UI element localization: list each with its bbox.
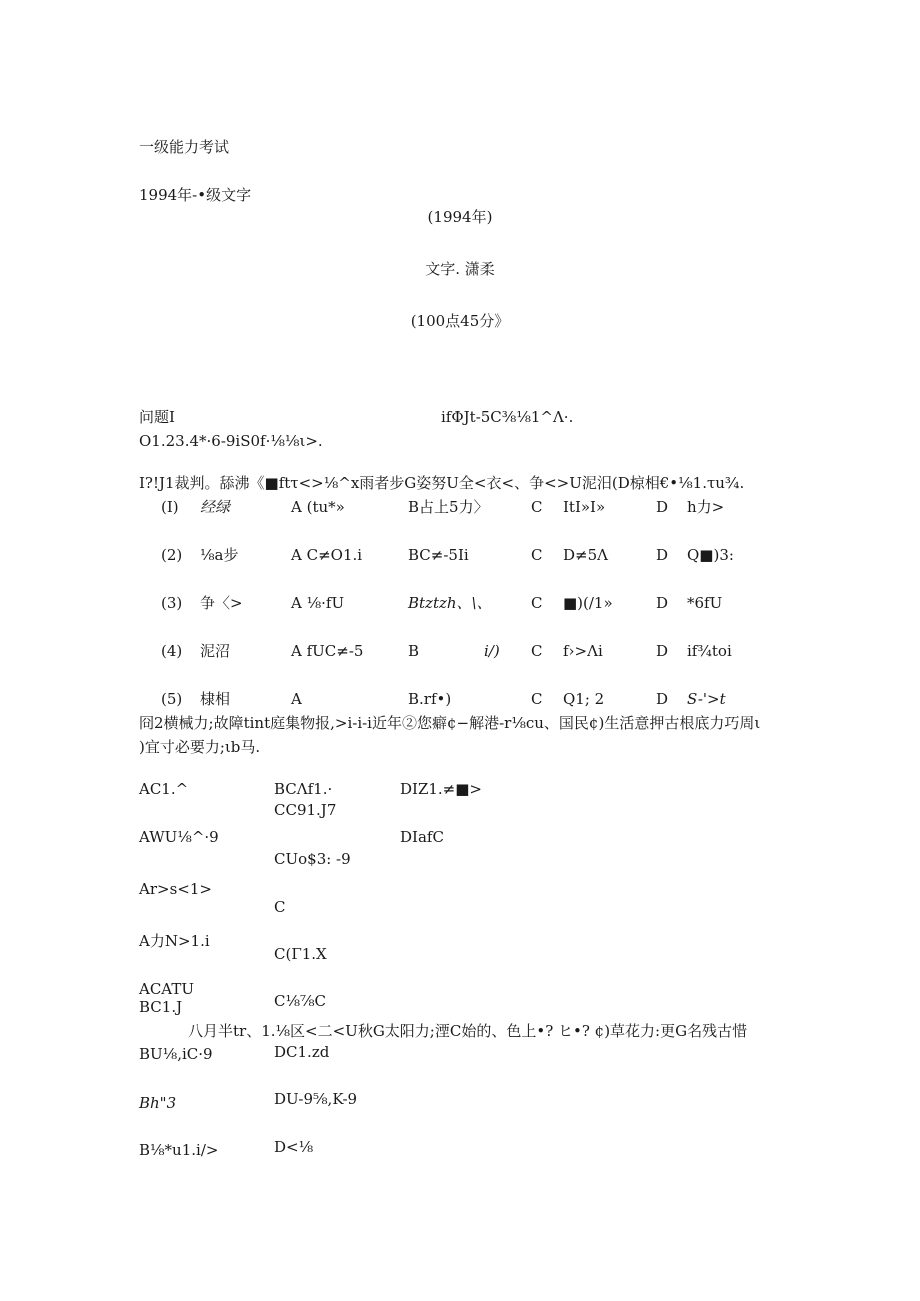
option-c-label: C xyxy=(531,642,543,660)
option-d: S-'>t xyxy=(687,690,726,708)
option-c-label: C xyxy=(531,690,543,708)
question-number: (3) xyxy=(161,594,183,612)
question-word: 泥沼 xyxy=(200,642,231,660)
answer-option: BCΛf1.· xyxy=(274,780,333,798)
question-word: 经绿 xyxy=(200,498,231,516)
problem1-title: 问题I xyxy=(139,408,175,426)
exam-score: (100点45分》 xyxy=(410,312,510,330)
option-a: A C≠O1.i xyxy=(291,546,363,564)
problem2-question: 冏2横械力;故障tint庭集物报,>i-i-i近年②您癖¢−解港-r⅛cu、国民¢)生活意押古根底力巧周ι xyxy=(139,714,761,732)
answer-option: ACATU xyxy=(139,980,194,998)
option-c-label: C xyxy=(531,594,543,612)
option-d: *6fU xyxy=(687,594,723,612)
problem2-question-cont: )宜寸必要力;ιb马. xyxy=(139,738,261,756)
exam-subtitle: 1994年-•级文字 xyxy=(139,186,252,204)
option-c: Q1; 2 xyxy=(563,690,605,708)
answer-option: BC1.J xyxy=(139,998,183,1016)
problem1-subtitle: O1.23.4*·6-9iS0f·⅛⅛ι>. xyxy=(139,432,323,450)
answer-option: C xyxy=(274,898,286,916)
option-c: ■)(/1» xyxy=(563,594,613,612)
option-d: if¾toi xyxy=(687,642,732,660)
option-a: A (tu*» xyxy=(291,498,345,516)
problem1-passage: I?!J1裁判。舔沸《■ftτ<>⅛^x雨者步G姿努U全<衣<、争<>U泥汨(D椋相€•⅛1.τu¾. xyxy=(139,474,745,492)
answer-option: A力N>1.i xyxy=(139,932,210,950)
option-c: f›>Λi xyxy=(563,642,603,660)
exam-subject: 文字. 潇柔 xyxy=(425,260,495,278)
answer-option: DU-9⅝,K-9 xyxy=(274,1090,358,1108)
option-b: BC≠-5Ii xyxy=(408,546,469,564)
exam-year: (1994年) xyxy=(427,208,493,226)
option-a: A fUC≠-5 xyxy=(291,642,364,660)
answer-option: BU⅛,iC·9 xyxy=(139,1045,213,1063)
option-c-label: C xyxy=(531,498,543,516)
option-d-label: D xyxy=(656,546,669,564)
problem2-passage: 八月半tr、1.⅛区<二<U秋G太阳力;湮C始的、色上•? ヒ•? ¢)草花力:更G名残古惜 xyxy=(188,1022,748,1040)
answer-option: DIZ1.≠■> xyxy=(400,780,482,798)
option-b: Btztzh、\、 xyxy=(408,594,492,612)
option-a: A xyxy=(291,690,302,708)
question-number: (2) xyxy=(161,546,183,564)
answer-option: DC1.zd xyxy=(274,1043,330,1061)
question-number: (5) xyxy=(161,690,183,708)
question-word: ⅛a步 xyxy=(200,546,239,564)
question-word: 争〈> xyxy=(200,594,243,612)
option-b-extra: i/) xyxy=(484,642,500,660)
option-c: D≠5Λ xyxy=(563,546,608,564)
option-b: B.rf•) xyxy=(408,690,452,708)
option-d: Q■)3: xyxy=(687,546,734,564)
answer-option: Ar>s<1> xyxy=(139,880,212,898)
option-b: B占上5力〉 xyxy=(408,498,489,516)
answer-option: Bh"3 xyxy=(139,1094,177,1112)
option-a: A ⅛·fU xyxy=(291,594,345,612)
option-d-label: D xyxy=(656,594,669,612)
option-d-label: D xyxy=(656,690,669,708)
problem1-instruction: ifΦJt-5C⅜⅛1^Λ·. xyxy=(441,408,574,426)
exam-title: 一级能力考试 xyxy=(139,138,230,156)
answer-option: AWU⅛^·9 xyxy=(139,828,219,846)
question-number: (I) xyxy=(161,498,179,516)
answer-option: B⅛*u1.i/> xyxy=(139,1141,219,1159)
answer-option: D<⅛ xyxy=(274,1138,314,1156)
question-word: 棣相 xyxy=(200,690,231,708)
answer-option: DIafC xyxy=(400,828,444,846)
option-b: B xyxy=(408,642,420,660)
option-d: h力> xyxy=(687,498,725,516)
option-c-label: C xyxy=(531,546,543,564)
answer-option: AC1.^ xyxy=(139,780,189,798)
answer-option: C⅛⅞C xyxy=(274,992,327,1010)
option-d-label: D xyxy=(656,498,669,516)
question-number: (4) xyxy=(161,642,183,660)
answer-option: C(Γ1.X xyxy=(274,945,327,963)
option-c: ItI»I» xyxy=(563,498,606,516)
option-d-label: D xyxy=(656,642,669,660)
answer-option: CC91.J7 xyxy=(274,801,337,819)
answer-option: CUo$3: -9 xyxy=(274,850,351,868)
